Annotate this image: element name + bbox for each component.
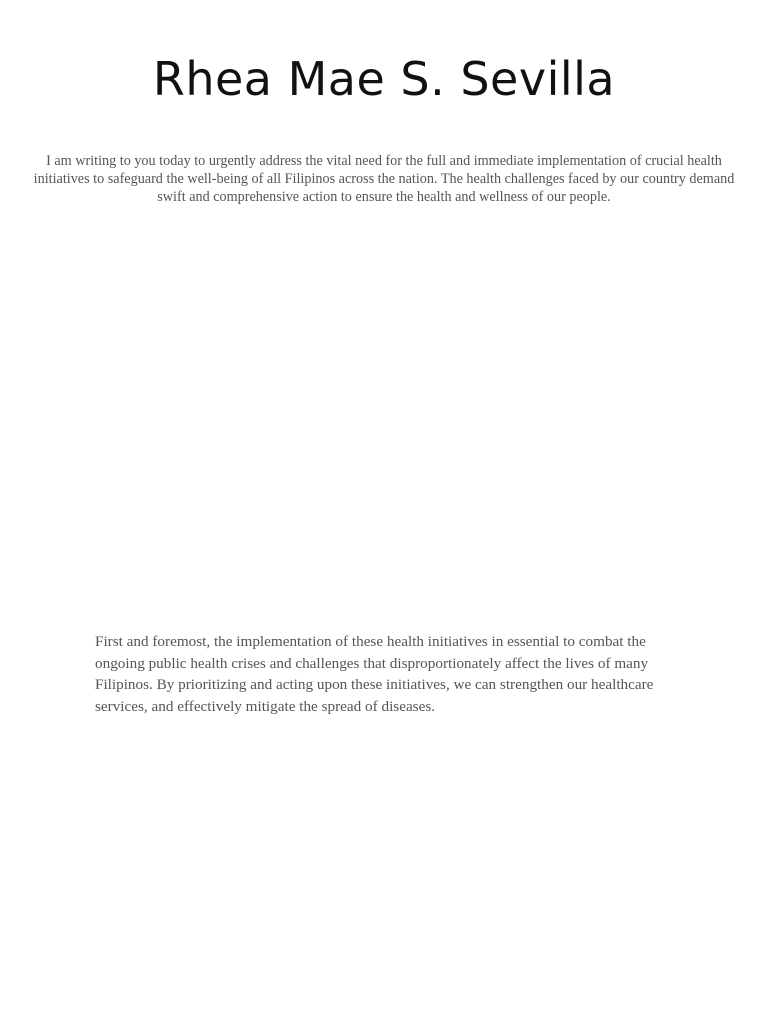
page-title: Rhea Mae S. Sevilla: [152, 52, 616, 106]
intro-paragraph: I am writing to you today to urgently address the vital need for the full and immediate implementation of crucial health initiatives to safeguard the well-being of all Filipinos across the nation. The health challenges faced by our country demand swift and comprehensive action to ensure the health and wellness of our people.: [33, 153, 735, 205]
body-paragraph: First and foremost, the implementation of these health initiatives in essential to combat the ongoing public health crises and challenges that disproportionately affect the lives of many Filipinos. By prioritizing and acting upon these initiatives, we can strengthen our healthcare services, and effectively mitigate the spread of diseases.: [95, 633, 654, 715]
